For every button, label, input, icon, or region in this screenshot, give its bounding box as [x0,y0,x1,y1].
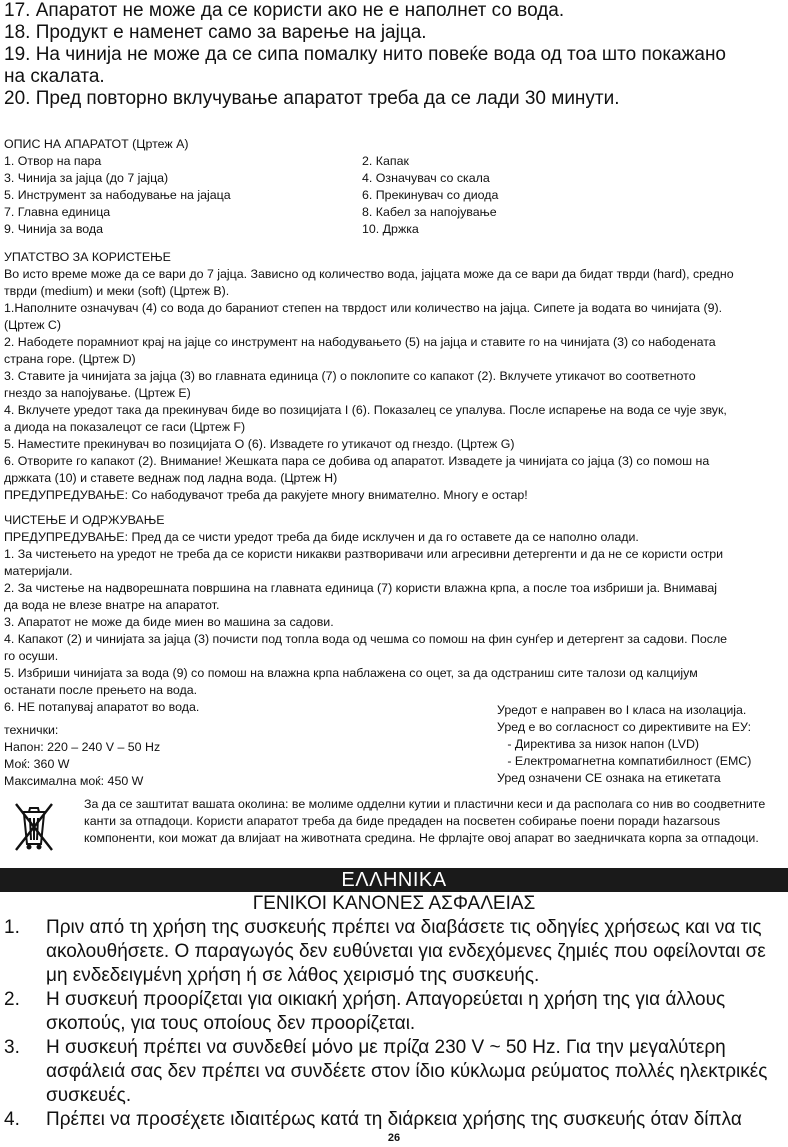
text-line: (Цртеж С) [4,318,62,332]
part-item: 4. Означувач со скала [362,171,490,185]
tech-title: технички: [4,723,59,737]
tech-line: Напон: 220 – 240 V – 50 Hz [4,740,161,754]
greek-item [4,1036,788,1108]
text-line: тврди (medium) и меки (soft) (Цртеж В). [4,284,230,298]
text-line: а диода на показалецот се гаси (Цртеж F) [4,420,246,434]
text-line: 4. Вклучете уредот така да прекинувач биде во позицијата I (6). Показалец се упалува. После испарење на вода се чује звук, [4,403,727,417]
part-item: 7. Главна единица [4,205,111,219]
compliance-line: Уред е во согласност со директивите на ЕУ: [497,720,752,734]
environment-text: За да се заштитат вашата околина: ве молиме одделни кутии и пластични кеси и да располага со нив во соодветните канти за отпадоци. Користи апаратот треба да биде предаден на посветен собирање поени поради hazarsous компоненти, кои можат да влијаат на животната средина. Не фрлајте овој апарат во заедничката корпа за отпадоци. [84,797,766,845]
text-line: го осуши. [4,649,59,663]
text-line: 2. За чистење на надворешната површина на главната единица (7) користи влажна крпа, а после тоа избриши ја. Внимавај [4,581,718,595]
greek-item [4,1108,788,1132]
safety-item: 20. Пред повторно вклучување апаратот треба да се лади 30 минути. [4,88,620,109]
item-text: Πρέπει να προσέχετε ιδιαιτέρως κατά τη διάρκεια χρήσης της συσκευής όταν δίπλα [46,1109,742,1130]
crossed-bin-icon [8,798,60,854]
text-line: да вода не влезе внатре на апаратот. [4,598,220,612]
text-line: 1.Наполните означувач (4) со вода до бараниот степен на тврдост или количество на јајца. Сипете ја водата во чинијата (9). [4,301,723,315]
language-bar: ΕΛΛΗΝΙΚΑ [0,868,788,892]
compliance-info [497,702,787,787]
compliance-line: Уредот е направен во I класа на изолација. [497,703,747,717]
text-line: ПРЕДУПРЕДУВАЊЕ: Пред да се чисти уредот треба да биде исклучен и да го оставете да се наполно олади. [4,530,639,544]
safety-item: 18. Продукт е наменет само за варење на јајца. [4,22,427,43]
part-item: 1. Отвор на пара [4,154,102,168]
compliance-line: - Електромагнетна компатибилност (EMC) [497,754,752,768]
text-line: 1. За чистењето на уредот не треба да се користи никакви разтворивачи или агресивни детергенти и да не се користи остри [4,547,724,561]
environment-notice [8,796,788,868]
item-number: 1. [4,917,20,938]
item-text: Πριν από τη χρήση της συσκευής πρέπει να διαβάσετε τις οδηγίες χρήσεως και να τις ακολουθήσετε. Ο παραγωγός δεν ευθύνεται για ενδεχόμενες ζημιές που οφείλονται σε μη ενδεδειγμένη χρήση ή σε λάθος χειρισμό της συσκευής. [46,917,766,986]
text-line: 5. Избриши чинијата за вода (9) со помош на влажна крпа наблажена со оцет, за да одстраниш сите талози од калцијум [4,666,698,680]
text-line: 3. Ставите ја чинијата за јајца (3) во главната единица (7) о поклопите со капакот (2). Вклучете утикачот во соответното [4,369,696,383]
item-number: 4. [4,1109,20,1130]
text-line: материјали. [4,564,73,578]
text-line: држката (10) и ставете веднаж под ладна вода. (Цртеж Н) [4,471,338,485]
compliance-line: - Директива за низок напон (LVD) [497,737,700,751]
compliance-line: Уред означени CE ознака на етикетата [497,771,721,785]
part-item: 9. Чинија за вода [4,222,104,236]
section-title: УПАТСТВО ЗА КОРИСТЕЊЕ [4,250,171,264]
text-line: 6. НЕ потапувај апаратот во вода. [4,700,200,714]
cleaning-maintenance [4,512,784,716]
page-number: 26 [387,1132,401,1144]
text-line: 6. Отворите го капакот (2). Внимание! Жешката пара се добива од апаратот. Извадете ја чинијата со јајца (3) со помош на [4,454,710,468]
safety-items-continued [4,0,784,110]
text-line: ПРЕДУПРЕДУВАЊЕ: Со набодувачот треба да ракујете многу внимателно. Многу е остар! [4,488,528,502]
appliance-description [4,136,784,238]
usage-instructions [4,249,784,504]
greek-safety-list [4,916,788,1132]
item-number: 3. [4,1037,20,1058]
safety-item: 17. Апаратот не може да се користи ако не е наполнет со вода. [4,0,565,21]
parts-list [4,153,784,238]
text-line: 4. Капакот (2) и чинијата за јајца (3) почисти под топла вода од чешма со помош на фин сунѓер и детергент за садови. После [4,632,728,646]
text-line: 5. Наместите прекинувач во позицијата О (6). Извадете го утикачот од гнездо. (Цртеж G) [4,437,515,451]
part-item: 6. Прекинувач со диода [362,188,499,202]
section-title: ЧИСТЕЊЕ И ОДРЖУВАЊЕ [4,513,165,527]
safety-item: на скалата. [4,66,105,87]
tech-line: Максимална моќ: 450 W [4,774,144,788]
safety-item: 19. На чинија не може да се сипа помалку нито повеќе вода од тоа што покажано [4,44,726,65]
part-item: 10. Држка [362,222,419,236]
tech-line: Моќ: 360 W [4,757,70,771]
part-item: 3. Чинија за јајца (до 7 јајца) [4,171,169,185]
text-line: страна горе. (Цртеж D) [4,352,136,366]
section-title: ОПИС НА АПАРАТОТ (Цртеж А) [4,137,189,151]
technical-specs [4,722,304,790]
greek-section-title: ΓΕΝΙΚΟΙ ΚΑΝΟΝΕΣ ΑΣΦΑΛΕΙΑΣ [252,893,536,914]
greek-item [4,988,788,1036]
item-text: Η συσκευή πρέπει να συνδεθεί μόνο με πρίζα 230 V ~ 50 Hz. Για την μεγαλύτερη ασφάλειά σας δεν πρέπει να συνδέετε στον ίδιο κύκλωμα ρεύματος πολλές ηλεκτρικές συσκευές. [46,1037,768,1106]
text-line: гнездо за напојување. (Цртеж Е) [4,386,191,400]
text-line: 2. Набодете порамниот крај на јајце со инструмент на набодувањето (5) на јајца и ставите го на чинијата (3) со набодената [4,335,716,349]
cleaning-lines [4,529,784,716]
part-item: 5. Инструмент за нaбодување на јајаца [4,188,231,202]
usage-lines [4,266,784,504]
part-item: 8. Кабел за напојување [362,205,497,219]
greek-item [4,916,788,988]
text-line: 3. Апаратот не може да биде миен во машина за садови. [4,615,334,629]
part-item: 2. Капак [362,154,409,168]
text-line: Во исто време може да се вари до 7 јајца. Зависно од количество вода, јајцата може да се вари да бидат тврди (hard), средно [4,267,734,281]
item-text: Η συσκευή προορίζεται για οικιακή χρήση. Απαγορεύεται η χρήση της για άλλους σκοπούς, για τους οποίους δεν προορίζεται. [46,989,726,1034]
item-number: 2. [4,989,20,1010]
text-line: останати после прењето на вода. [4,683,198,697]
